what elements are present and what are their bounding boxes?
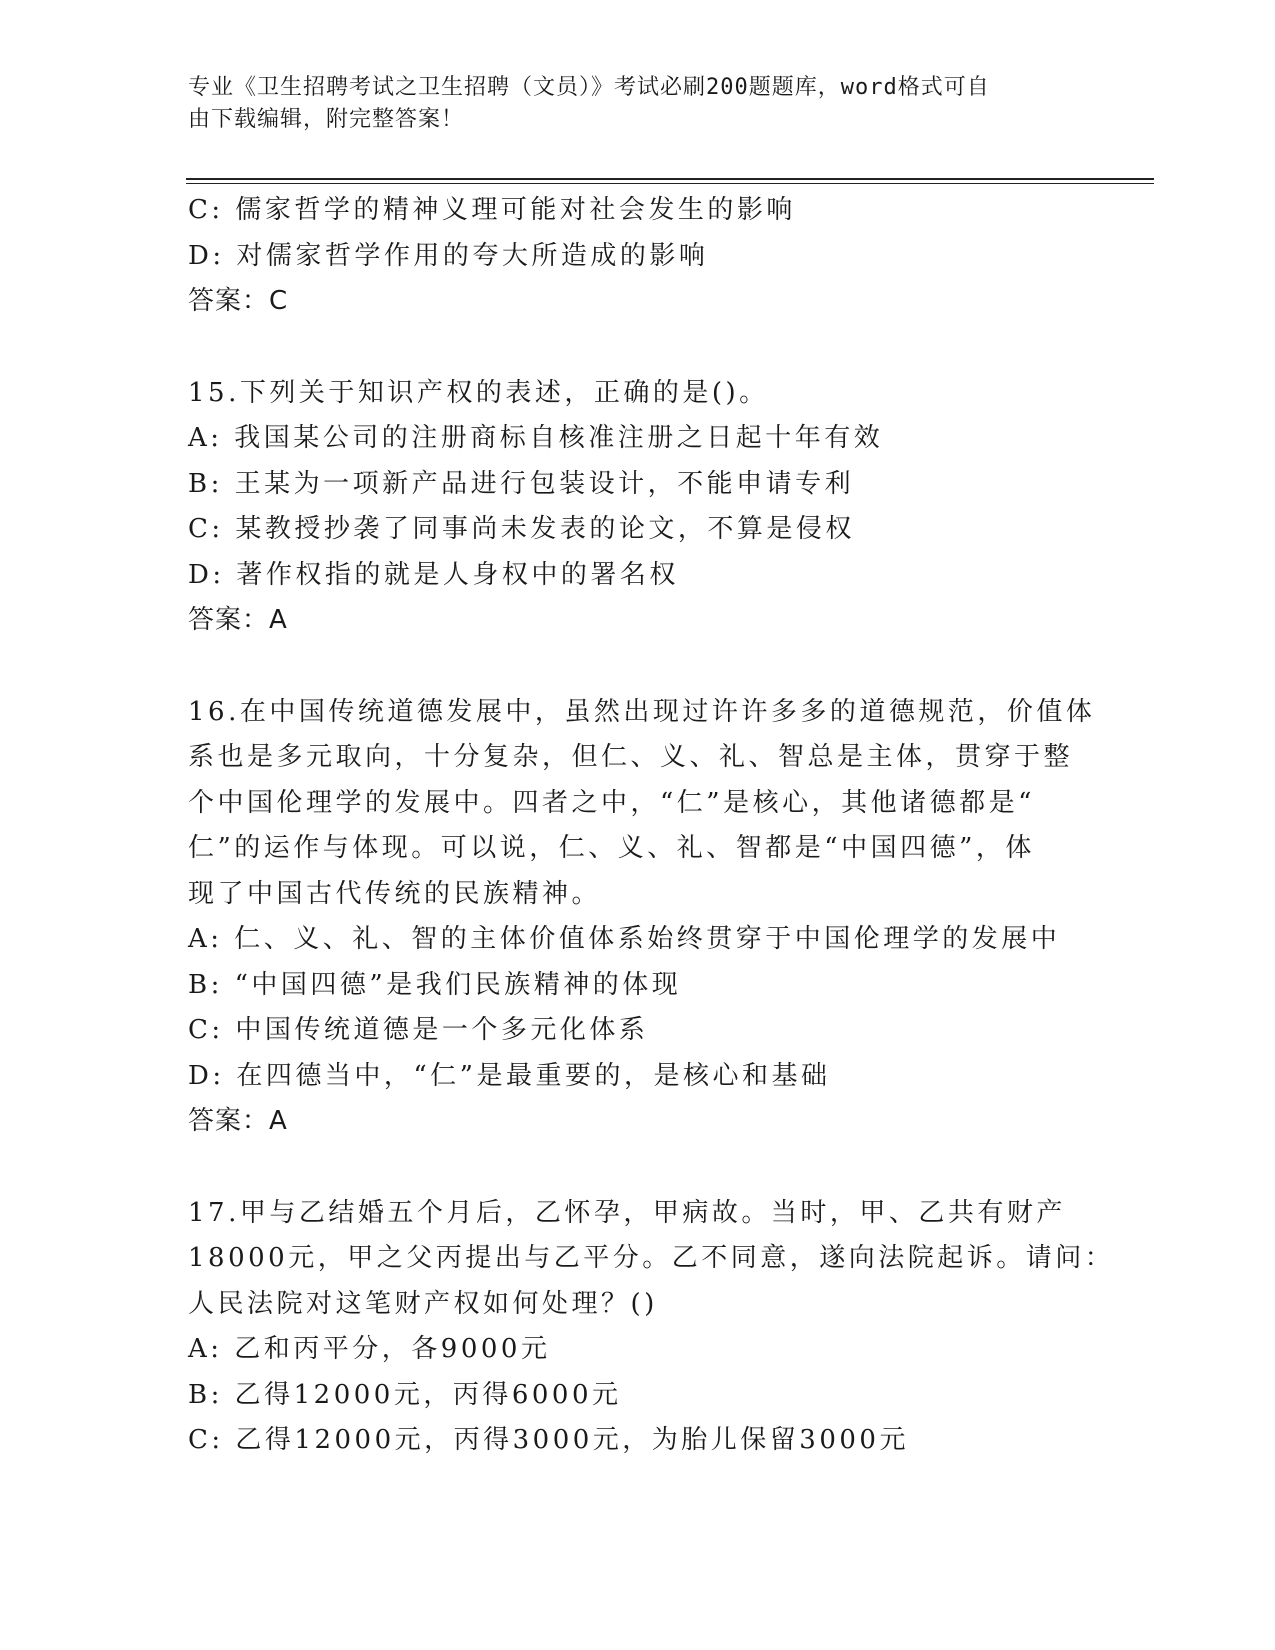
header-divider-thick xyxy=(186,178,1154,180)
q16-stem-line-1: 16.在中国传统道德发展中，虽然出现过许许多多的道德规范，价值体 xyxy=(188,696,1096,727)
header-line-2: 由下载编辑，附完整答案！ xyxy=(188,107,465,132)
q17-stem-line-2: 18000元，甲之父丙提出与乙平分。乙不同意，遂向法院起诉。请问： xyxy=(188,1243,1115,1273)
q16-option-b: B: “中国四德”是我们民族精神的体现 xyxy=(188,969,682,1000)
spacer xyxy=(188,325,1088,371)
q15-option-b: B: 王某为一项新产品进行包装设计，不能申请专利 xyxy=(188,468,855,499)
q16-stem-line-3: 个中国伦理学的发展中。四者之中，“仁”是核心，其他诸德都是“ xyxy=(188,787,1035,818)
spacer xyxy=(188,644,1088,690)
q15-option-a: A: 我国某公司的注册商标自核准注册之日起十年有效 xyxy=(188,423,884,453)
q15-stem: 15.下列关于知识产权的表述，正确的是()。 xyxy=(188,377,769,408)
q16-stem-line-5: 现了中国古代传统的民族精神。 xyxy=(188,878,602,909)
prev-answer: 答案：C xyxy=(188,286,289,316)
q16-option-c: C: 中国传统道德是一个多元化体系 xyxy=(188,1015,649,1045)
q16-option-a: A: 仁、义、礼、智的主体价值体系始终贯穿于中国伦理学的发展中 xyxy=(188,924,1061,954)
spacer xyxy=(188,1145,1088,1191)
document-header xyxy=(188,72,1088,136)
header-divider-thin xyxy=(186,183,1154,184)
q15-answer: 答案：A xyxy=(188,605,288,635)
q17-option-b: B: 乙得12000元，丙得6000元 xyxy=(188,1379,622,1410)
prev-option-c: C: 儒家哲学的精神义理可能对社会发生的影响 xyxy=(188,195,796,225)
q16-option-d: D: 在四德当中，“仁”是最重要的，是核心和基础 xyxy=(188,1060,831,1091)
q17-option-a: A: 乙和丙平分，各9000元 xyxy=(188,1334,551,1364)
q16-answer: 答案：A xyxy=(188,1106,288,1136)
q16-stem-line-4: 仁”的运作与体现。可以说，仁、义、礼、智都是“中国四德”，体 xyxy=(188,833,1035,863)
q15-option-d: D: 著作权指的就是人身权中的署名权 xyxy=(188,559,679,590)
question-content xyxy=(188,188,1115,1464)
q17-stem-line-1: 17.甲与乙结婚五个月后，乙怀孕，甲病故。当时，甲、乙共有财产 xyxy=(188,1197,1066,1228)
q15-option-c: C: 某教授抄袭了同事尚未发表的论文，不算是侵权 xyxy=(188,514,855,544)
header-line-1: 专业《卫生招聘考试之卫生招聘（文员）》考试必刷200题题库，word格式可自 xyxy=(188,75,990,100)
prev-option-d: D: 对儒家哲学作用的夸大所造成的影响 xyxy=(188,240,709,271)
q17-stem-line-3: 人民法院对这笔财产权如何处理？() xyxy=(188,1288,658,1319)
q16-stem-line-2: 系也是多元取向，十分复杂，但仁、义、礼、智总是主体，贯穿于整 xyxy=(188,742,1074,772)
q17-option-c: C: 乙得12000元，丙得3000元，为胎儿保留3000元 xyxy=(188,1425,909,1455)
